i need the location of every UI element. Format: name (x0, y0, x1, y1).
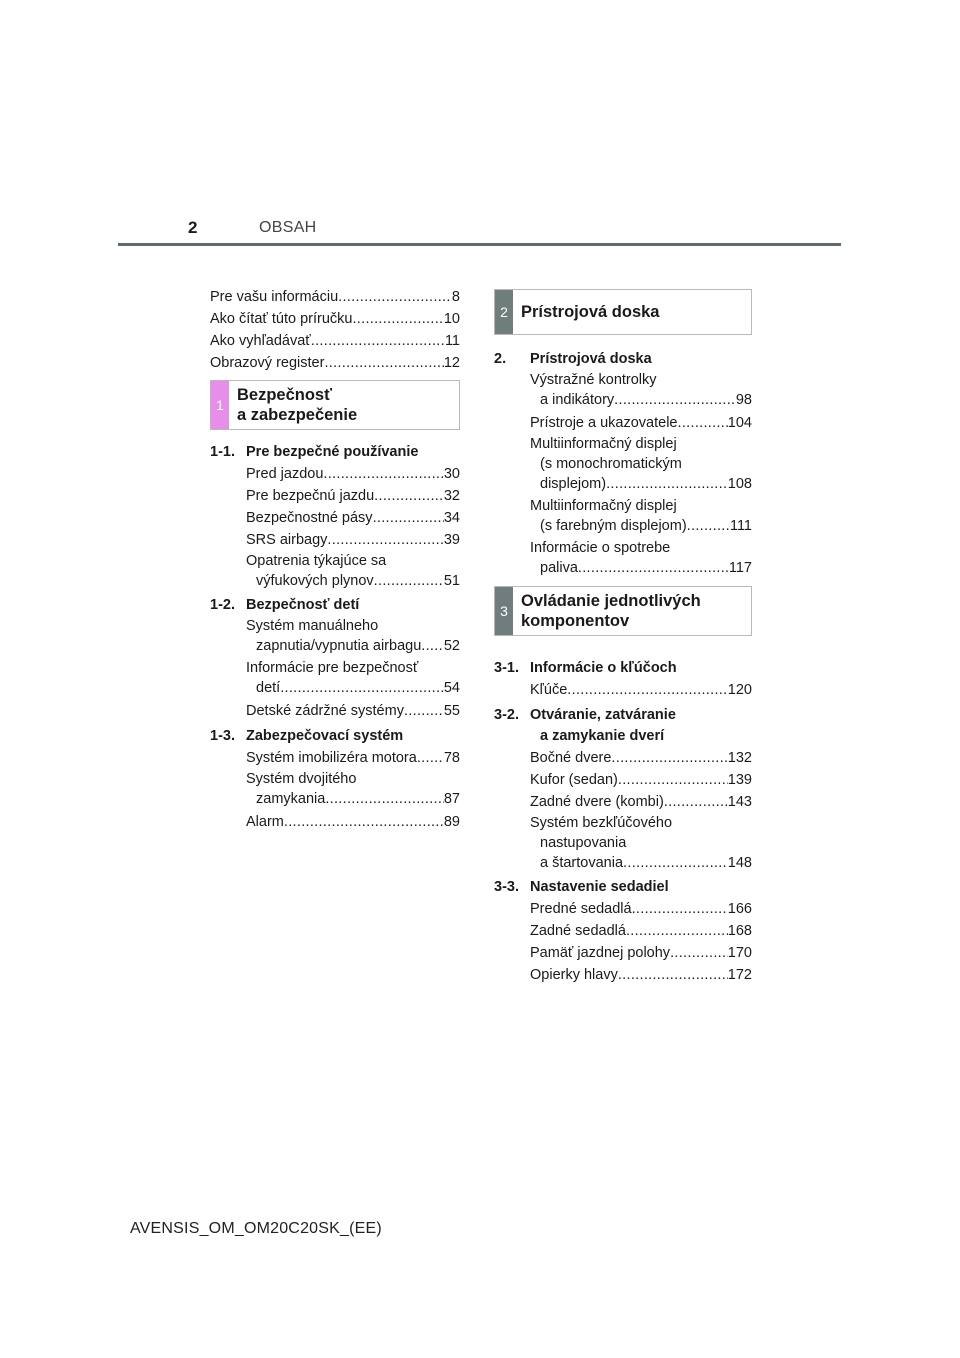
subsection-heading[interactable]: 3-3. Nastavenie sedadiel (494, 879, 669, 895)
toc-entry[interactable]: Kľúče ..... 120 (530, 679, 752, 701)
document-code-footer: AVENSIS_OM_OM20C20SK_(EE) (130, 1220, 382, 1237)
page-number: 2 (188, 218, 198, 237)
page-header-title: OBSAH (259, 219, 317, 236)
toc-entry[interactable]: Opierky hlavy ..... 172 (530, 964, 752, 986)
toc-entry[interactable]: Obrazový register ..... 12 (210, 352, 460, 374)
toc-entry[interactable]: Systém manuálneho zapnutia/vypnutia airbagu ..... 52 (246, 616, 460, 656)
header-rule (118, 243, 841, 246)
toc-entry[interactable]: Pred jazdou ..... 30 (246, 463, 460, 485)
toc-entry[interactable]: Alarm ..... 89 (246, 811, 460, 833)
subsection-heading[interactable]: 1-3. Zabezpečovací systém (210, 728, 404, 744)
toc-entry[interactable]: Ako čítať túto príručku ..... 10 (210, 308, 460, 330)
section-3-title: Ovládanie jednotlivých komponentov (521, 592, 701, 630)
subsection-heading[interactable]: 1-2. Bezpečnosť detí (210, 597, 360, 613)
toc-entry[interactable]: Kufor (sedan) ..... 139 (530, 769, 752, 791)
subsection-heading[interactable]: 3-1. Informácie o kľúčoch (494, 660, 677, 676)
section-3-header[interactable] (494, 586, 752, 636)
toc-entry[interactable]: Systém bezkľúčového nastupovania a štartovania ..... 148 (530, 813, 752, 873)
toc-entry[interactable]: Bezpečnostné pásy ..... 34 (246, 507, 460, 529)
toc-entry[interactable]: Systém dvojitého zamykania ..... 87 (246, 769, 460, 809)
toc-entry[interactable]: Bočné dvere ..... 132 (530, 747, 752, 769)
toc-entry[interactable]: Opatrenia týkajúce sa výfukových plynov ..... 51 (246, 551, 460, 591)
subsection-heading[interactable]: 3-2. Otváranie, zatváranie a zamykanie dverí (494, 707, 676, 744)
toc-entry[interactable]: Systém imobilizéra motora ..... 78 (246, 747, 460, 769)
toc-entry[interactable]: Predné sedadlá ..... 166 (530, 898, 752, 920)
toc-right-column (494, 289, 752, 986)
toc-entry[interactable]: Zadné sedadlá ..... 168 (530, 920, 752, 942)
subsection-heading[interactable]: 2. Prístrojová doska (494, 351, 652, 367)
toc-entry[interactable]: Pre bezpečnú jazdu ..... 32 (246, 485, 460, 507)
toc-left-column (210, 286, 460, 833)
toc-entry[interactable]: Detské zádržné systémy ..... 55 (246, 700, 460, 722)
toc-entry[interactable]: Pre vašu informáciu ..... 8 (210, 286, 460, 308)
toc-entry[interactable]: SRS airbagy ..... 39 (246, 529, 460, 551)
toc-entry[interactable]: Zadné dvere (kombi) ..... 143 (530, 791, 752, 813)
toc-entry[interactable]: Multiinformačný displej (s farebným displejom) ..... 111 (530, 496, 752, 536)
section-1-title: Bezpečnosť a zabezpečenie (237, 386, 358, 424)
section-1-header[interactable] (210, 380, 460, 430)
toc-entry[interactable]: Výstražné kontrolky a indikátory ..... 98 (530, 370, 752, 410)
section-3-tab: 3 (495, 587, 513, 635)
section-2-title: Prístrojová doska (521, 303, 660, 321)
section-1-tab: 1 (211, 381, 229, 429)
section-2-header[interactable] (494, 289, 752, 335)
toc-entry[interactable]: Prístroje a ukazovatele ..... 104 (530, 412, 752, 434)
subsection-heading[interactable]: 1-1. Pre bezpečné používanie (210, 444, 419, 460)
toc-entry[interactable]: Informácie pre bezpečnosť detí ..... 54 (246, 658, 460, 698)
section-2-tab: 2 (495, 290, 513, 334)
toc-entry[interactable]: Pamäť jazdnej polohy ..... 170 (530, 942, 752, 964)
toc-entry[interactable]: Informácie o spotrebe paliva ..... 117 (530, 538, 752, 578)
toc-front-list (210, 286, 460, 374)
toc-entry[interactable]: Multiinformačný displej (s monochromatickým displejom) ..... 108 (530, 434, 752, 494)
toc-entry[interactable]: Ako vyhľadávať ..... 11 (210, 330, 460, 352)
